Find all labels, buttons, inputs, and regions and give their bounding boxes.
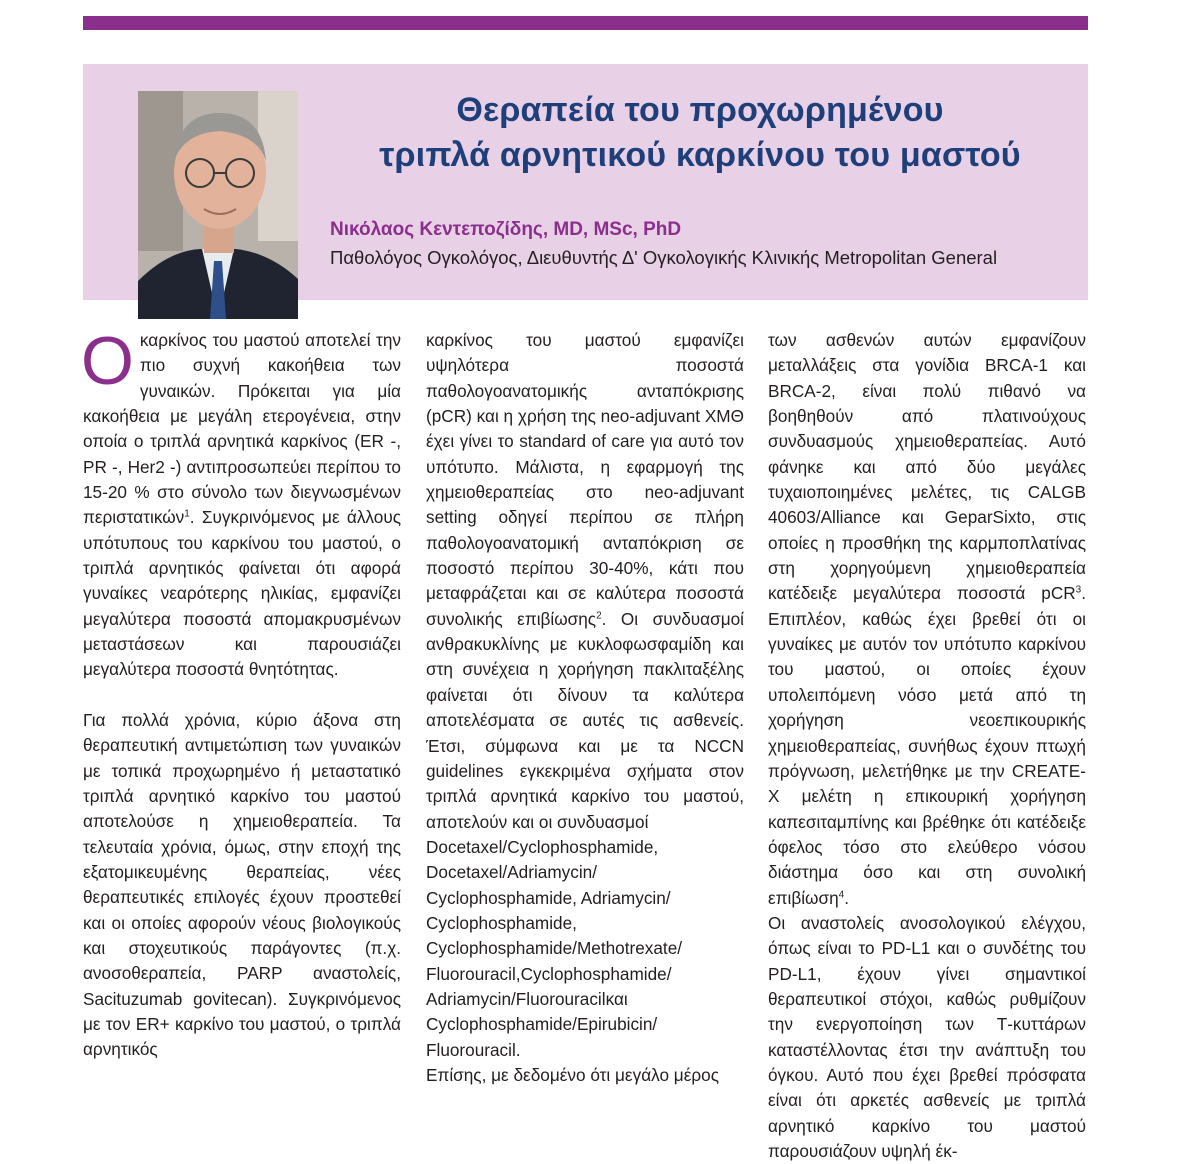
regimen-item: Docetaxel/Adriamycin/ (426, 862, 597, 883)
paragraph: καρκίνος του μαστού εμφανίζει υψηλότερα ποσοστά παθολογοανατομικής ανταπόκρισης (pCR) και η χρήση της neo-adjuvant ΧΜΘ έχει γίνει το standard of care για αυτό τον υπότυπο. Μάλιστα, η εφαρμογή της χημειοθεραπείας στο neo-adjuvant setting οδηγεί περίπου σε πλήρη παθολογοανατομική ανταπόκριση σε ποσοστό περίπου 30-40%, κάτι που μεταφράζεται και σε καλύτερα ποσοστά συνολικής επιβίωσης$^2$. Οι συνδυασμοί ανθρακυκλίνης με κυκλοφωσφαμίδη και στη συνέχεια η χορήγηση πακλιταξέλης φαίνεται ότι δίνουν τα καλύτερα αποτελέσματα σε αυτές τις ασθενείς. Έτσι, σύμφωνα και με τα NCCN guidelines εγκεκριμένα σχήματα στον τριπλά αρνητικά καρκίνο του μαστού, αποτελούν και οι συνδυασμοί (426, 330, 744, 832)
article-title-line-2: τριπλά αρνητικού καρκίνου του μαστού (379, 136, 1021, 174)
regimen-list (426, 835, 744, 1063)
regimen-item: Cyclophosphamide, (426, 912, 577, 933)
text-column-3 (768, 328, 1086, 1164)
regimen-item: Fluorouracil,Cyclophosphamide/ (426, 963, 672, 984)
regimen-item: Cyclophosphamide/Methotrexate/ (426, 938, 683, 959)
regimen-item: Docetaxel/Cyclophosphamide, (426, 836, 659, 857)
footnote-ref: 4 (838, 888, 845, 900)
top-accent-rule (83, 16, 1088, 30)
paragraph: Οκαρκίνος του μαστού αποτελεί την πιο συχνή κακοήθεια των γυναικών. Πρόκειται για μία κακοήθεια με μεγάλη ετερογένεια, στην οποία ο τριπλά αρνητικά καρκίνος (ER -, PR -, Her2 -) αντιπροσωπεύει περίπου το 15-20 % στο σύνολο των διεγνωσμένων περιστατικών$^1$. Συγκρινόμενος με άλλους υπότυπους του καρκίνου του μαστού, ο τριπλά αρνητικός φαίνεται ότι αφορά γυναίκες νεαρότερης ηλικίας, εμφανίζει μεγαλύτερα ποσοστά απομακρυσμένων μεταστάσεων και παρουσιάζει μεγαλύτερα ποσοστά θνητότητας. (81, 323, 401, 680)
drop-cap: Ο (81, 323, 134, 399)
footnote-ref: 3 (1075, 584, 1082, 596)
paragraph: Για πολλά χρόνια, κύριο άξονα στη θεραπευτική αντιμετώπιση των γυναικών με τοπικά προχωρημένο ή μεταστατικό τριπλά αρνητικό καρκίνο του μαστού αποτελούσε η χημειοθεραπεία. Τα τελευταία χρόνια, όμως, στην εποχή της εξατομικευμένης θεραπείας, νέες θεραπευτικές επιλογές έχουν προστεθεί και οι οποίες αφορούν νέους βιολογικούς και στοχευτικούς παράγοντες (π.χ. ανοσοθεραπεία, PARP αναστολείς, Sacituzumab govitecan). Συγκρινόμενος με τον ER+ καρκίνο του μαστού, ο τριπλά αρνητικός (83, 709, 401, 1060)
paragraph: των ασθενών αυτών εμφανίζουν μεταλλάξεις στα γονίδια BRCA-1 και BRCA-2, είναι πολύ πιθανό να βοηθηθούν από πλατινούχους συνδυασμούς χημειοθεραπείας. Αυτό φάνηκε και από δύο μεγάλες τυχαιοποιημένες μελέτες, τις CALGB 40603/Alliance και GeparSixto, στις οποίες η προσθήκη της καρμποπλατίνας στη χορηγούμενη χημειοθεραπεία κατέδειξε μεγαλύτερα ποσοστά pCR$^3$. Επιπλέον, καθώς έχει βρεθεί ότι οι γυναίκες με αυτόν τον υπότυπο καρκίνου του μαστού, οι οποίες έχουν υπολειπόμενη νόσο μετά από τη χορήγηση νεοεπικουρικής χημειοθεραπείας, συνήθως έχουν πτωχή πρόγνωση, μελετήθηκε με την CREATE-X μελέτη η επικουρική χορήγηση καπεσιταμπίνης και βρέθηκε ότι κατέδειξε όφελος τόσο στο ελεύθερο νόσου διάστημα όσο και στη συνολική επιβίωση$^4$. (768, 330, 1086, 908)
article-title (330, 88, 1070, 178)
author-portrait (138, 91, 298, 319)
footnote-ref: 2 (596, 610, 602, 622)
regimen-item: Adriamycin/Fluorouracilκαι (426, 988, 628, 1009)
regimen-item: Cyclophosphamide/Epirubicin/ (426, 1014, 658, 1035)
author-role: Παθολόγος Ογκολόγος, Διευθυντής Δ' Ογκολογικής Κλινικής Metropolitan General (330, 247, 998, 268)
paragraph: Οι αναστολείς ανοσολογικού ελέγχου, όπως είναι το PD-L1 και ο συνδέτης του PD-L1, έχουν γίνει σημαντικοί θεραπευτικοί στόχοι, καθώς ρυθμίζουν την ενεργοποίηση των Τ-κυττάρων καταστέλλοντας έτσι την ανάπτυξη του όγκου. Αυτό που έχει βρεθεί πρόσφατα είναι ότι αρκετές ασθενείς με τριπλά αρνητικό καρκίνο του μαστού παρουσιάζουν υψηλή έκ- (768, 912, 1086, 1161)
paragraph: Επίσης, με δεδομένο ότι μεγάλο μέρος (426, 1064, 719, 1085)
regimen-item: Fluorouracil. (426, 1039, 521, 1060)
text-column-2 (426, 328, 744, 1088)
author-name: Νικόλαος Κεντεποζίδης, MD, MSc, PhD (330, 219, 682, 240)
regimen-item: Cyclophosphamide, Adriamycin/ (426, 887, 671, 908)
text-column-1 (81, 323, 401, 1063)
author-portrait-image (138, 91, 298, 319)
footnote-ref: 1 (184, 508, 190, 520)
article-title-line-1: Θεραπεία του προχωρημένου (456, 91, 944, 129)
